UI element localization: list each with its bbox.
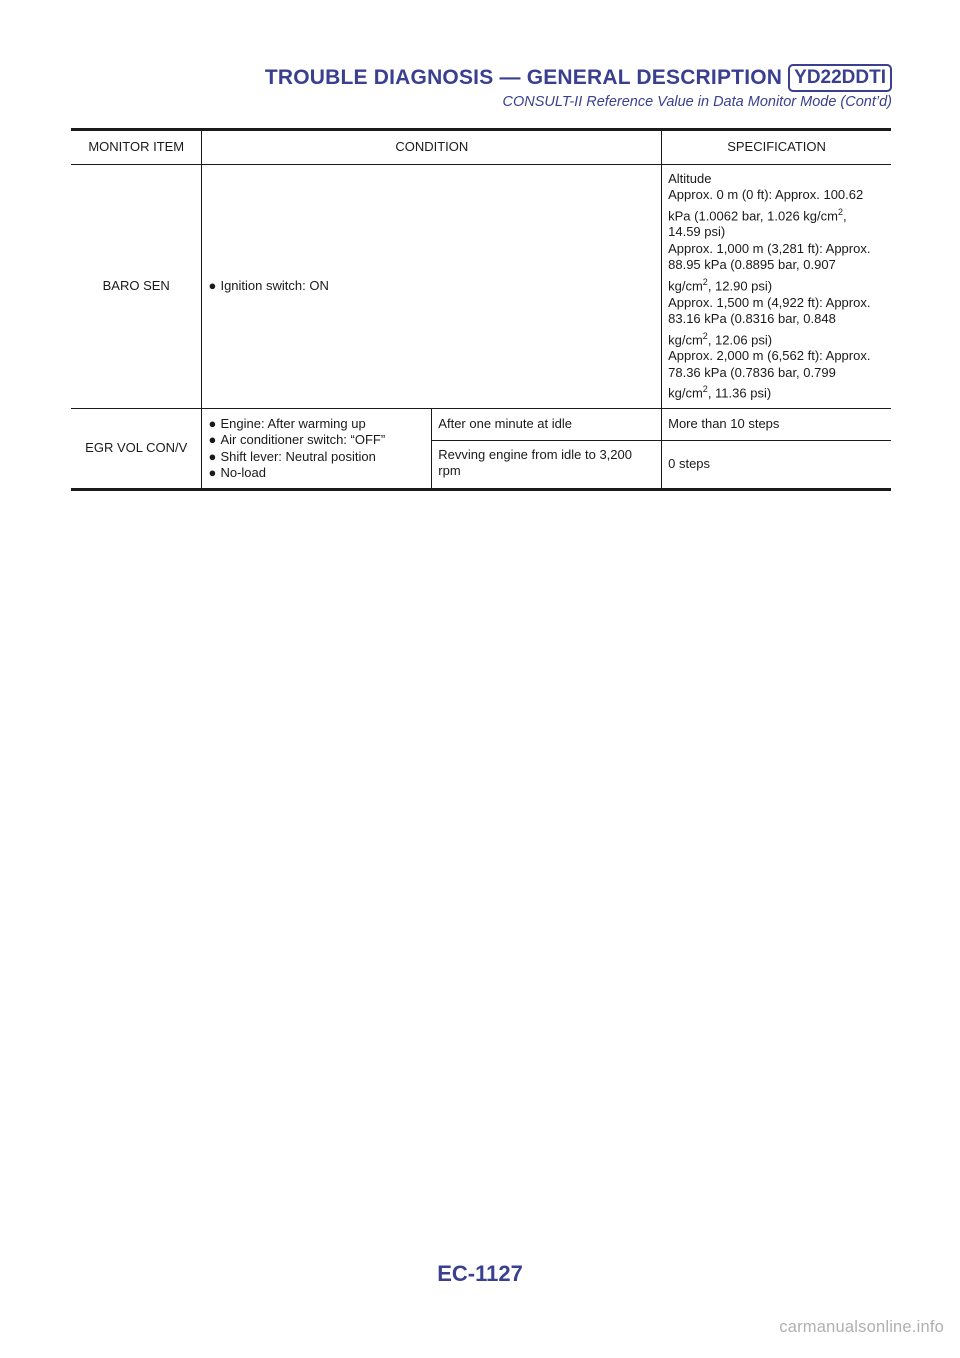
condition-bullet: ● Ignition switch: ON [208,278,329,294]
header-condition: CONDITION [202,130,662,165]
table-header-row [71,130,891,165]
monitor-item-egr-vol-con-v: EGR VOL CON/V [71,409,202,490]
sub-condition-idle: After one minute at idle [432,409,662,441]
section-title: TROUBLE DIAGNOSIS — GENERAL DESCRIPTION [264,66,783,89]
spec-line: 14.59 psi) [668,224,726,240]
condition-bullet: ● Engine: After warming up [208,415,366,431]
spec-line: $kg/cm^2$, 12.90 psi) [668,276,773,294]
header-title-row [264,64,892,92]
page-header [264,64,892,110]
condition-egr-vol-con-v [202,409,432,490]
header-specification: SPECIFICATION [662,130,891,165]
baro-spec-lines [668,171,885,403]
spec-line: $kg/cm^2$, 12.06 psi) [668,330,773,347]
bullet-icon: ● [208,448,217,464]
specification-idle: More than 10 steps [662,409,891,441]
page-number: EC-1127 [437,1261,523,1286]
spec-line: kPa (1.0062 bar, 1.026 $kg/cm^2$, [668,206,847,223]
spec-line: 88.95 kPa (0.8895 bar, 0.907 [668,257,836,273]
bullet-icon: ● [208,415,217,431]
spec-line: Approx. 1,500 m (4,922 ft): Approx. [668,294,871,310]
bullet-icon: ● [208,278,217,294]
specification-baro-sen [662,164,891,409]
table-row-baro-sen [71,164,891,409]
header-monitor-item: MONITOR ITEM [71,130,202,165]
sub-condition-revving: Revving engine from idle to 3,200 rpm [432,440,662,489]
table-row-egr-vol-con-v-1 [71,409,891,441]
monitor-item-baro-sen: BARO SEN [71,164,202,409]
condition-bullet: ● Shift lever: Neutral position [208,448,376,464]
spec-line: 78.36 kPa (0.7836 bar, 0.799 [668,364,836,380]
condition-bullet: ● Air conditioner switch: “OFF” [208,432,386,448]
watermark: carmanualsonline.info [779,1318,944,1336]
bullet-icon: ● [208,465,217,481]
bullet-icon: ● [208,432,217,448]
specification-revving: 0 steps [668,456,711,472]
condition-bullet: ● No-load [208,465,266,481]
condition-baro-sen [202,164,662,409]
spec-line: Altitude [668,170,712,186]
spec-line: Approx. 1,000 m (3,281 ft): Approx. [668,240,871,256]
spec-line: Approx. 0 m (0 ft): Approx. 100.62 [668,187,864,202]
model-badge: YD22DDTI [788,64,892,92]
spec-line: Approx. 2,000 m (6,562 ft): Approx. [668,348,871,364]
reference-value-table [71,128,891,491]
spec-line: $kg/cm^2$, 11.36 psi) [668,384,772,401]
section-subtitle: CONSULT-II Reference Value in Data Monitor Mode (Cont’d) [502,94,892,110]
spec-line: 83.16 kPa (0.8316 bar, 0.848 [668,311,836,327]
